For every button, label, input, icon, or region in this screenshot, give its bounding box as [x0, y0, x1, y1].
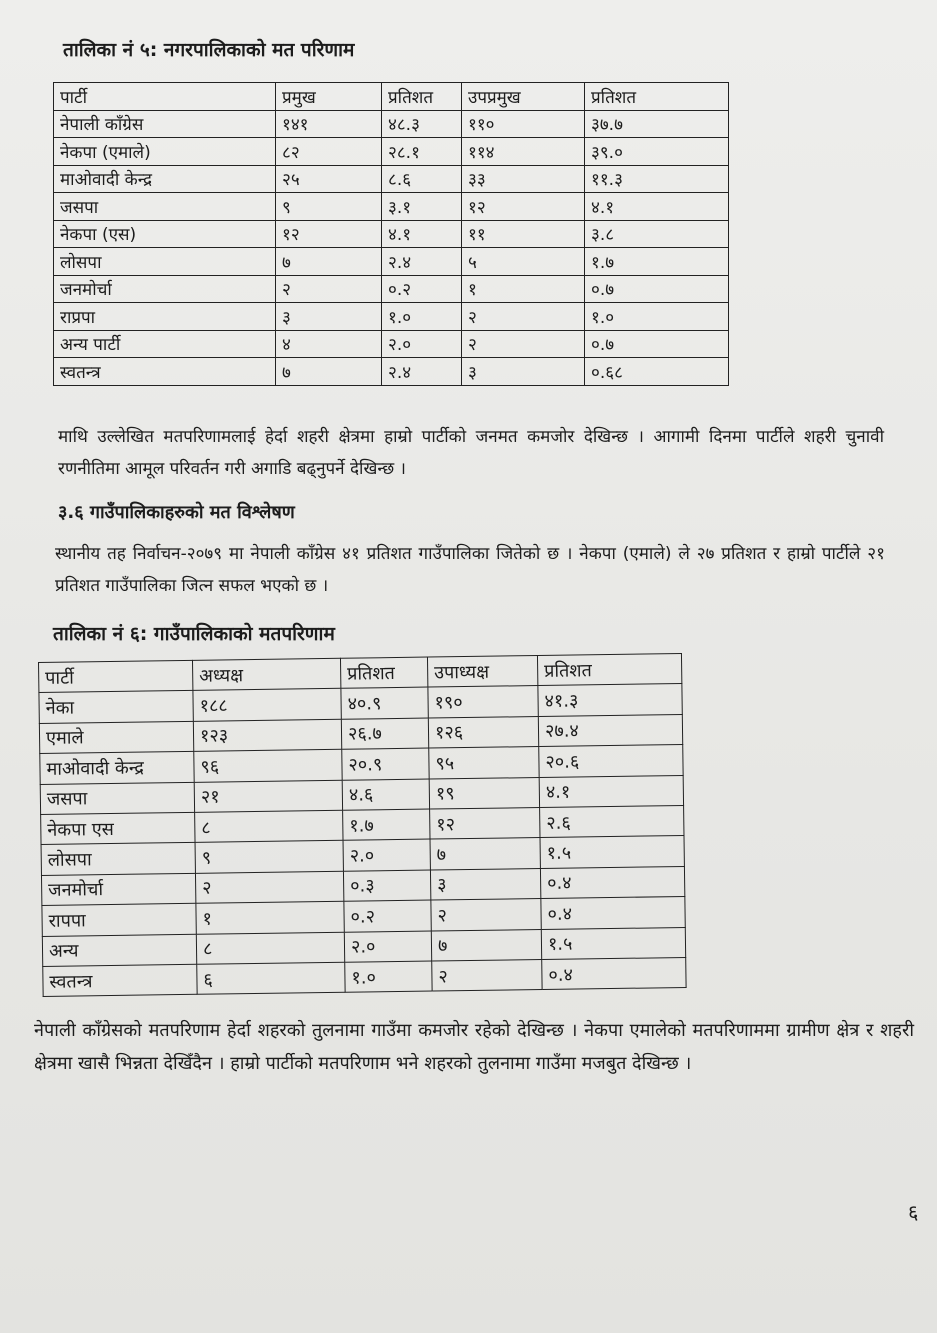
value-cell: २.०	[344, 931, 431, 963]
value-cell: २	[276, 275, 382, 303]
value-cell: ८.६	[382, 165, 462, 193]
value-cell: ११०	[462, 110, 585, 138]
column-header: पार्टी	[54, 83, 276, 111]
value-cell: १९	[429, 777, 539, 809]
column-header: प्रतिशत	[340, 657, 427, 689]
paragraph-comparison: नेपाली काँग्रेसको मतपरिणाम हेर्दा शहरको तुलनामा गाउँमा कमजोर रहेको देखिन्छ । नेकपा एमालेको मतपरिणाममा ग्रामीण क्षेत्र र शहरी क्षेत्रमा खासै भिन्नता देखिँदैन । हाम्रो पार्टीको मतपरिणाम भने शहरको तुलनामा गाउँमा मजबुत देखिन्छ ।	[34, 1020, 914, 1074]
table-row	[54, 303, 729, 331]
value-cell: ९	[195, 841, 343, 873]
value-cell: ४१.३	[538, 684, 682, 716]
party-name-cell: जनमोर्चा	[41, 873, 195, 906]
value-cell: ११	[462, 220, 585, 248]
party-name-cell: नेकपा (एमाले)	[54, 138, 276, 166]
value-cell: १	[196, 901, 344, 933]
page-number: ६	[908, 1200, 919, 1224]
table5-caption: तालिका नं ५: नगरपालिकाको मत परिणाम	[63, 39, 355, 61]
party-name-cell: नेकपा एस	[41, 812, 195, 845]
value-cell: १.७	[585, 248, 729, 276]
party-name-cell: जनमोर्चा	[54, 275, 276, 303]
value-cell: ८	[196, 932, 344, 964]
value-cell: ३३	[462, 165, 585, 193]
value-cell: २	[462, 303, 585, 331]
section-heading: ३.६ गाउँपालिकाहरुको मत विश्लेषण	[58, 502, 295, 523]
value-cell: ४.६	[342, 779, 429, 811]
value-cell: ०.२	[382, 275, 462, 303]
column-header: प्रतिशत	[537, 654, 681, 686]
column-header: प्रतिशत	[585, 83, 729, 111]
column-header: प्रतिशत	[382, 83, 462, 111]
column-header: उपप्रमुख	[462, 83, 585, 111]
value-cell: ११४	[462, 138, 585, 166]
value-cell: ७	[276, 358, 382, 386]
value-cell: २	[431, 899, 541, 931]
value-cell: ५	[462, 248, 585, 276]
party-name-cell: नेका	[39, 691, 193, 724]
value-cell: ०.७	[585, 275, 729, 303]
value-cell: १.०	[585, 303, 729, 331]
value-cell: २०.६	[539, 745, 683, 777]
value-cell: २८.१	[382, 138, 462, 166]
value-cell: १९०	[428, 686, 538, 718]
value-cell: १२३	[193, 719, 341, 751]
column-header: पार्टी	[39, 660, 193, 693]
value-cell: १४१	[276, 110, 382, 138]
value-cell: ८	[195, 810, 343, 842]
table-row	[54, 165, 729, 193]
value-cell: ०.३	[343, 870, 430, 902]
municipality-results-table	[53, 82, 729, 386]
value-cell: ३	[276, 303, 382, 331]
value-cell: २.०	[343, 839, 430, 871]
value-cell: ४०.९	[341, 687, 428, 719]
value-cell: ०.७	[585, 330, 729, 358]
table6-caption: तालिका नं ६: गाउँपालिकाको मतपरिणाम	[53, 623, 335, 645]
value-cell: २५	[276, 165, 382, 193]
value-cell: ०.६८	[585, 358, 729, 386]
value-cell: ४	[276, 330, 382, 358]
value-cell: ३.१	[382, 193, 462, 221]
value-cell: ०.४	[542, 957, 686, 989]
party-name-cell: नेकपा (एस)	[54, 220, 276, 248]
value-cell: ३९.०	[585, 138, 729, 166]
party-name-cell: माओवादी केन्द्र	[54, 165, 276, 193]
paragraph-rural-summary: स्थानीय तह निर्वाचन-२०७९ मा नेपाली काँग्रेस ४१ प्रतिशत गाउँपालिका जितेको छ । नेकपा (एमाले) ले २७ प्रतिशत र हाम्रो पार्टीले २१ प्रतिशत गाउँपालिका जित्न सफल भएको छ ।	[55, 544, 885, 596]
table-row	[54, 193, 729, 221]
party-name-cell: अन्य	[42, 934, 196, 967]
value-cell: ९६	[194, 749, 342, 781]
value-cell: ३	[462, 358, 585, 386]
party-name-cell: अन्य पार्टी	[54, 330, 276, 358]
table-row	[54, 220, 729, 248]
value-cell: १२६	[428, 716, 538, 748]
value-cell: ३७.७	[585, 110, 729, 138]
value-cell: २०.९	[342, 748, 429, 780]
value-cell: १८८	[193, 689, 341, 721]
party-name-cell: स्वतन्त्र	[43, 964, 197, 997]
value-cell: ९	[276, 193, 382, 221]
value-cell: ७	[430, 838, 540, 870]
value-cell: ४.१	[382, 220, 462, 248]
table-row	[54, 330, 729, 358]
party-name-cell: नेपाली काँग्रेस	[54, 110, 276, 138]
value-cell: ६	[197, 962, 345, 994]
party-name-cell: जसपा	[54, 193, 276, 221]
value-cell: २	[432, 959, 542, 991]
value-cell: १.५	[540, 836, 684, 868]
value-cell: २	[195, 871, 343, 903]
value-cell: २.४	[382, 358, 462, 386]
table-row	[54, 358, 729, 386]
value-cell: २	[462, 330, 585, 358]
value-cell: ४८.३	[382, 110, 462, 138]
value-cell: १.५	[541, 927, 685, 959]
value-cell: १२	[276, 220, 382, 248]
table-row	[54, 110, 729, 138]
value-cell: ९५	[429, 747, 539, 779]
value-cell: १.०	[382, 303, 462, 331]
table-row	[54, 138, 729, 166]
value-cell: ४.१	[539, 775, 683, 807]
value-cell: ३	[430, 868, 540, 900]
paragraph-urban-analysis: माथि उल्लेखित मतपरिणामलाई हेर्दा शहरी क्षेत्रमा हाम्रो पार्टीको जनमत कमजोर देखिन्छ । आगामी दिनमा पार्टीले शहरी चुनावी रणनीतिमा आमूल परिवर्तन गरी अगाडि बढ्नुपर्ने देखिन्छ ।	[58, 427, 884, 479]
party-name-cell: एमाले	[39, 721, 193, 754]
value-cell: २.६	[540, 805, 684, 837]
value-cell: ३.८	[585, 220, 729, 248]
party-name-cell: राप्रपा	[54, 303, 276, 331]
party-name-cell: माओवादी केन्द्र	[40, 752, 194, 785]
value-cell: ७	[431, 929, 541, 961]
column-header: उपाध्यक्ष	[427, 656, 537, 688]
value-cell: २१	[194, 780, 342, 812]
value-cell: २७.४	[538, 714, 682, 746]
value-cell: ०.४	[541, 897, 685, 929]
party-name-cell: रापपा	[42, 903, 196, 936]
table-header-row	[54, 83, 729, 111]
value-cell: १.७	[343, 809, 430, 841]
party-name-cell: स्वतन्त्र	[54, 358, 276, 386]
value-cell: ७	[276, 248, 382, 276]
table-row	[54, 275, 729, 303]
value-cell: १.०	[345, 961, 432, 993]
value-cell: ४.१	[585, 193, 729, 221]
value-cell: ११.३	[585, 165, 729, 193]
party-name-cell: लोसपा	[41, 843, 195, 876]
value-cell: १	[462, 275, 585, 303]
value-cell: ८२	[276, 138, 382, 166]
value-cell: २६.७	[341, 718, 428, 750]
value-cell: ०.२	[344, 900, 431, 932]
column-header: अध्यक्ष	[192, 658, 340, 690]
value-cell: २.४	[382, 248, 462, 276]
value-cell: २.०	[382, 330, 462, 358]
value-cell: ०.४	[540, 866, 684, 898]
column-header: प्रमुख	[276, 83, 382, 111]
value-cell: १२	[430, 807, 540, 839]
party-name-cell: लोसपा	[54, 248, 276, 276]
rural-municipality-results-table	[38, 653, 687, 997]
party-name-cell: जसपा	[40, 782, 194, 815]
table-row	[54, 248, 729, 276]
value-cell: १२	[462, 193, 585, 221]
